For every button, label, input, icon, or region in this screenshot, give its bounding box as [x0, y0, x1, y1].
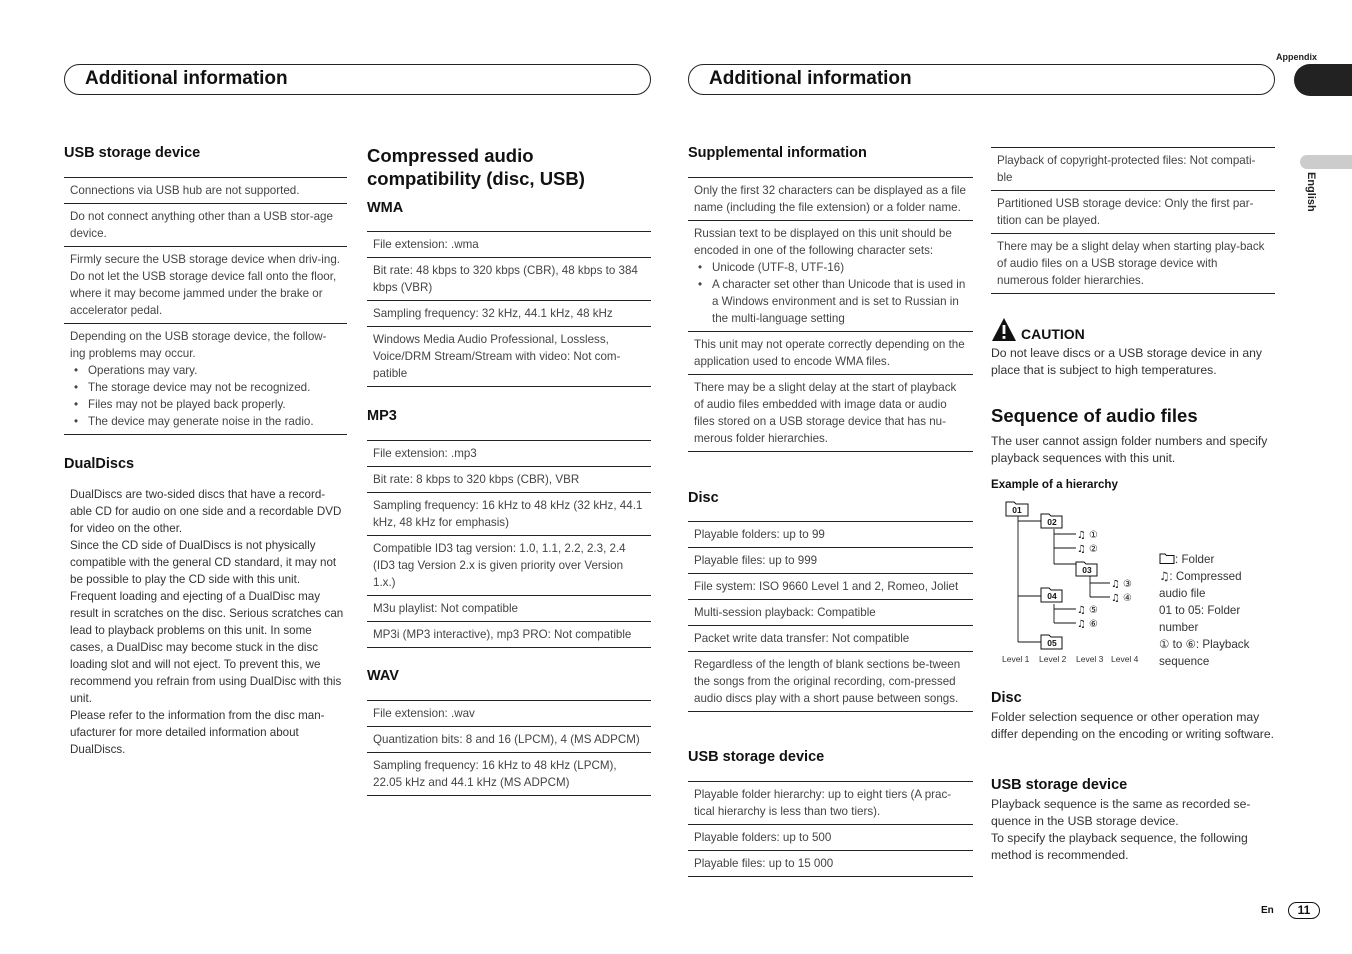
- problems-intro: Depending on the USB storage device, the follow-ing problems may occur.: [70, 330, 327, 360]
- disc-text: Folder selection sequence or other operation may differ depending on the encoding or writing software.: [991, 710, 1274, 741]
- table-row: Compatible ID3 tag version: 1.0, 1.1, 2.2, 2.3, 2.4 (ID3 tag Version 2.x is given priority over Version 1.x.): [367, 536, 651, 596]
- table-row: Playable files: up to 15 000: [688, 851, 973, 877]
- supplemental-heading: Supplemental information: [688, 145, 867, 161]
- list-item: • A character set other than Unicode that is used in a Windows environment and is set to Russian in the multi-language setting: [694, 276, 967, 327]
- table-row: Playable folders: up to 99: [688, 522, 973, 548]
- music-note-icon: ♫: [1077, 605, 1086, 616]
- usb-notes-table: [991, 147, 1275, 294]
- sequence-number: ⑥: [1089, 619, 1098, 630]
- table-row: Playback of copyright-protected files: Not compati-ble: [991, 148, 1275, 191]
- music-note-icon: ♫: [1111, 593, 1120, 604]
- folder-label: 01: [1012, 505, 1022, 515]
- section-banner-title: Additional information: [709, 68, 912, 89]
- sequence-number: ⑤: [1089, 605, 1098, 616]
- section-banner-title: Additional information: [85, 68, 288, 89]
- table-row: Quantization bits: 8 and 16 (LPCM), 4 (MS ADPCM): [367, 727, 651, 753]
- section-banner-right: [688, 64, 1275, 95]
- sequence-number: ③: [1123, 579, 1132, 590]
- table-row: Sampling frequency: 16 kHz to 48 kHz (32 kHz, 44.1 kHz, 48 kHz for emphasis): [367, 493, 651, 536]
- folder-label: 05: [1047, 638, 1057, 648]
- table-row: Windows Media Audio Professional, Lossless, Voice/DRM Stream/Stream with video: Not com-patible: [367, 327, 651, 387]
- usb-storage-heading-3: USB storage device: [991, 777, 1128, 793]
- disc-table: [688, 521, 973, 712]
- disc-heading: Disc: [688, 490, 719, 506]
- table-row: Multi-session playback: Compatible: [688, 600, 973, 626]
- table-row: Do not connect anything other than a USB stor-age device.: [64, 204, 347, 247]
- list-item: • Files may not be played back properly.: [70, 396, 341, 413]
- paragraph: DualDiscs are two-sided discs that have a record-able CD for audio on one side and a recordable DVD for video on the other.: [70, 488, 342, 535]
- usb-storage-text: [991, 796, 1277, 864]
- section-banner-left: [64, 64, 651, 95]
- mp3-heading: MP3: [367, 408, 397, 424]
- table-row: Partitioned USB storage device: Only the first par-tition can be played.: [991, 191, 1275, 234]
- legend-item: [1159, 568, 1269, 602]
- table-row: [64, 324, 347, 435]
- language-code: En: [1261, 905, 1274, 916]
- sequence-number: ④: [1123, 593, 1132, 604]
- paragraph: Please refer to the information from the disc man-ufacturer for more detailed information about DualDiscs.: [70, 709, 325, 756]
- mp3-table: [367, 440, 651, 648]
- music-note-icon: ♫: [1111, 579, 1120, 590]
- language-tab-marker: [1300, 155, 1352, 169]
- table-row: File extension: .mp3: [367, 441, 651, 467]
- table-row: File extension: .wma: [367, 232, 651, 258]
- usb-storage-heading-2: USB storage device: [688, 749, 825, 765]
- table-row: This unit may not operate correctly depending on the application used to encode WMA files.: [688, 332, 973, 375]
- sequence-text: The user cannot assign folder numbers and specify playback sequences with this unit.: [991, 434, 1268, 465]
- sequence-number: ②: [1089, 544, 1098, 555]
- table-row: [688, 221, 973, 332]
- list-item: • The device may generate noise in the radio.: [70, 413, 341, 430]
- sequence-heading: Sequence of audio files: [991, 405, 1198, 426]
- usb-storage-table-2: [688, 781, 973, 877]
- table-row: Regardless of the length of blank sections be-tween the songs from the original recording, com-pressed audio discs play with a short pause between songs.: [688, 652, 973, 712]
- usb-storage-table: [64, 177, 347, 435]
- sequence-number: ①: [1089, 530, 1098, 541]
- caution-text: Do not leave discs or a USB storage device in any place that is subject to high temperatures.: [991, 346, 1262, 377]
- charset-intro: Russian text to be displayed on this unit should be encoded in one of the following character sets:: [694, 227, 952, 257]
- folder-label: 03: [1082, 565, 1092, 575]
- legend-item: ① to ⑥: Playback sequence: [1159, 638, 1250, 668]
- paragraph: Playback sequence is the same as recorded se-quence in the USB storage device.: [991, 797, 1251, 828]
- table-row: Connections via USB hub are not supported.: [64, 178, 347, 204]
- level-label: Level 4: [1111, 654, 1139, 664]
- list-item: • Unicode (UTF-8, UTF-16): [694, 259, 967, 276]
- music-note-icon: ♫: [1077, 544, 1086, 555]
- table-row: There may be a slight delay at the start of playback of audio files embedded with image data or audio files stored on a USB storage device that has nu-merous folder hierarchies.: [688, 375, 973, 452]
- table-row: Sampling frequency: 32 kHz, 44.1 kHz, 48 kHz: [367, 301, 651, 327]
- music-note-icon: ♫: [1077, 619, 1086, 630]
- wav-heading: WAV: [367, 668, 399, 684]
- table-row: File system: ISO 9660 Level 1 and 2, Romeo, Joliet: [688, 574, 973, 600]
- table-row: Playable folders: up to 500: [688, 825, 973, 851]
- compressed-audio-heading: Compressed audio compatibility (disc, USB): [367, 145, 585, 189]
- level-label: Level 2: [1039, 654, 1067, 664]
- table-row: Bit rate: 8 kbps to 320 kbps (CBR), VBR: [367, 467, 651, 493]
- dualdiscs-text: [70, 486, 345, 758]
- paragraph: Since the CD side of DualDiscs is not physically compatible with the general CD standard, it may not be possible to play the CD side with this unit.: [70, 539, 337, 586]
- list-item: • The storage device may not be recognized.: [70, 379, 341, 396]
- problems-list: [70, 362, 341, 430]
- table-row: Sampling frequency: 16 kHz to 48 kHz (LPCM), 22.05 kHz and 44.1 kHz (MS ADPCM): [367, 753, 651, 796]
- table-row: File extension: .wav: [367, 701, 651, 727]
- table-row: Firmly secure the USB storage device when driv-ing. Do not let the USB storage device fall onto the floor, where it may become jammed under the brake or accelerator pedal.: [64, 247, 347, 324]
- folder-label: 04: [1047, 591, 1057, 601]
- appendix-label: Appendix: [1276, 52, 1318, 62]
- legend-text: : Compressed audio file: [1159, 570, 1242, 600]
- table-row: Bit rate: 48 kbps to 320 kbps (CBR), 48 kbps to 384 kbps (VBR): [367, 258, 651, 301]
- music-note-icon: ♫: [1077, 530, 1086, 541]
- legend-item: 01 to 05: Folder number: [1159, 604, 1241, 634]
- warning-icon: [991, 317, 1017, 342]
- example-heading: Example of a hierarchy: [991, 478, 1118, 491]
- charset-list: [694, 259, 967, 327]
- paragraph: Frequent loading and ejecting of a DualDisc may result in scratches on the disc. Serious scratches can lead to playback problems on this unit. In some cases, a DualDisc may become stuck in the disc loading slot and will not eject. To prevent this, we recommend you refrain from using DualDisc with this unit.: [70, 590, 344, 705]
- usb-storage-heading: USB storage device: [64, 145, 201, 161]
- language-tab-label: English: [1305, 172, 1317, 212]
- folder-icon: [1159, 553, 1175, 564]
- table-row: Only the first 32 characters can be displayed as a file name (including the file extension) or a folder name.: [688, 178, 973, 221]
- folder-hierarchy-diagram: [996, 496, 1156, 666]
- disc-heading-2: Disc: [991, 690, 1022, 706]
- caution-title: CAUTION: [1021, 326, 1085, 342]
- table-row: Playable files: up to 999: [688, 548, 973, 574]
- paragraph: To specify the playback sequence, the following method is recommended.: [991, 831, 1248, 862]
- folder-label: 02: [1047, 517, 1057, 527]
- table-row: Packet write data transfer: Not compatible: [688, 626, 973, 652]
- legend-text: : Folder: [1175, 553, 1215, 566]
- level-label: Level 3: [1076, 654, 1104, 664]
- list-item: • Operations may vary.: [70, 362, 341, 379]
- table-row: MP3i (MP3 interactive), mp3 PRO: Not compatible: [367, 622, 651, 648]
- table-row: There may be a slight delay when starting play-back of audio files on a USB storage device with numerous folder hierarchies.: [991, 234, 1275, 294]
- section-tab-marker: [1294, 64, 1352, 96]
- page-number: 11: [1288, 902, 1320, 919]
- wma-table: [367, 231, 651, 387]
- music-note-icon: ♫: [1159, 569, 1170, 583]
- wav-table: [367, 700, 651, 796]
- supplemental-table: [688, 177, 973, 452]
- table-row: Playable folder hierarchy: up to eight tiers (A prac-tical hierarchy is less than two tiers).: [688, 782, 973, 825]
- table-row: M3u playlist: Not compatible: [367, 596, 651, 622]
- wma-heading: WMA: [367, 200, 404, 216]
- legend-item: [1159, 551, 1269, 568]
- level-label: Level 1: [1002, 654, 1030, 664]
- diagram-legend: [1159, 551, 1269, 670]
- dualdiscs-heading: DualDiscs: [64, 456, 135, 472]
